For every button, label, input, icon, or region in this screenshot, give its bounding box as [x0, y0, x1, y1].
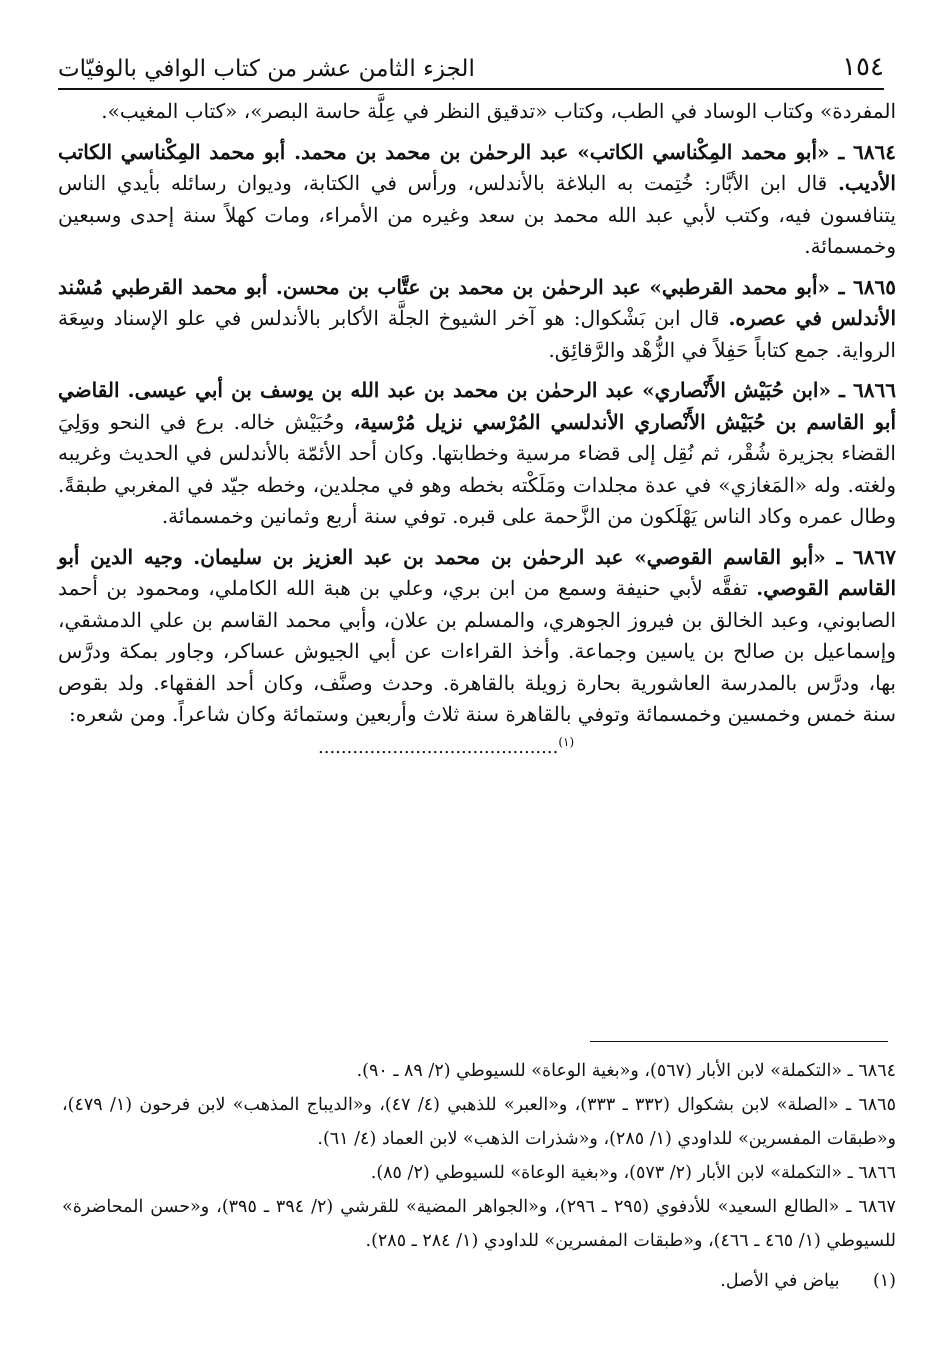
source-number: ٦٨٦٤: [858, 1061, 896, 1081]
source-note: [62, 1156, 896, 1190]
page-number: ١٥٤: [842, 52, 884, 82]
footnote-ref: (١): [558, 734, 575, 749]
entry-heading: ٦٨٦٦ ـ «ابن حُبَيْش الأَنْصاري» عبد الرحمٰن بن محمد بن عبد الله بن يوسف بن أبي عيسى. القاضي أبو القاسم بن حُبَيْش الأَنْصاري الأندلسي المُرْسي نزيل مُرْسية،: [58, 378, 897, 434]
entry-6864: [58, 137, 896, 263]
poem-placeholder: [58, 729, 896, 761]
entry-body: وحُبَيْش خاله. برع في النحو ووَلِيَ القضاء بجزيرة شُقْر، ثم نُقِل إلى قضاء مرسية وخطابتها. وكان أحد الأئمّة بالأندلس في الحديث وغريبه ولغته. وله «المَغازي» في عدة مجلدات ومَلَكْته بخطه وهو في مجلدين، وخطه جيّد في المغربي طبقةً. وطال عمره وكاد الناس يَهْلَكون من الزَّحمة على قبره. توفي سنة أربع وثمانين وخمسمائة.: [58, 409, 896, 528]
entry-6867: [58, 542, 896, 731]
entry-6865: [58, 272, 896, 367]
entry-body: قال ابن بَشْكوال: هو آخر الشيوخ الجلَّة الأكابر بالأندلس في علو الإسناد وسِعَة الرواية. جمع كتاباً حَفِلاً في الزُّهْد والرَّقائِق.: [58, 306, 896, 362]
entry-heading: ٦٨٦٥ ـ «أبو محمد القرطبي» عبد الرحمٰن بن محمد بن عتَّاب بن محسن. أبو محمد القرطبي مُسْند الأندلس في عصره.: [58, 274, 897, 330]
intro-line: المفردة» وكتاب الوساد في الطب، وكتاب «تدقيق النظر في عِلَّة حاسة البصر»، «كتاب المغيب».: [101, 99, 896, 123]
source-number: ٦٨٦٦: [858, 1163, 896, 1183]
page-header: [58, 36, 884, 90]
footnote-text: بياض في الأصل.: [720, 1271, 840, 1291]
entry-heading: ٦٨٦٤ ـ «أبو محمد المِكْناسي الكاتب» عبد الرحمٰن بن محمد بن محمد. أبو محمد المِكْناسي الكاتب الأديب.: [58, 139, 896, 195]
running-title: الجزء الثامن عشر من كتاب الوافي بالوفيّات: [58, 56, 475, 82]
entry-body: قال ابن الأبَّار: خُتِمت به البلاغة بالأندلس، ورأس في الكتابة، وديوان رسائله بأيدي الناس يتنافسون فيه، وكتب لأبي عبد الله محمد بن سعد وغيره من الأمراء، ومات كهلاً سنة إحدى وسبعين وخمسمائة.: [58, 171, 896, 258]
source-note: [62, 1190, 896, 1258]
poem-dots: ..........................................: [318, 736, 559, 758]
source-text: ـ «الصلة» لابن بشكوال (٣٣٢ ـ ٣٣٣)، و«العبر» للذهبي (٤/ ٤٧)، و«الديباج المذهب» لابن فرحون (١/ ٤٧٩)، و«طبقات المفسرين» للداودي (١/ ٢٨٥)، و«شذرات الذهب» لابن العماد (٤/ ٦١).: [62, 1095, 896, 1149]
footnote-separator: [590, 1041, 888, 1042]
source-note: [62, 1054, 896, 1088]
entry-heading: ٦٨٦٧ ـ «أبو القاسم القوصي» عبد الرحمٰن بن محمد بن عبد العزيز بن سليمان. وجيه الدين أبو القاسم القوصي.: [58, 544, 897, 600]
entry-body: تفقَّه لأبي حنيفة وسمع من ابن بري، وعلي بن هبة الله الكاملي، ومحمود بن أحمد الصابوني، وعبد الخالق بن فيروز الجوهري، والمسلم بن علان، وأبي محمد القاسم بن علي الدمشقي، وإسماعيل بن صالح بن ياسين وجماعة. وأخذ القراءات عن أبي الجيوش عساكر، وجاور بمكة ودرَّس بها، ودرَّس بالمدرسة العاشورية بحارة زويلة بالقاهرة. وحدث وصنَّف، وكان أحد الفقهاء. ولد بقوص سنة خمس وخمسين وخمسمائة وتوفي بالقاهرة سنة ثلاث وأربعين وستمائة وكان شاعراً. ومن شعره:: [58, 576, 897, 726]
source-notes: [62, 1054, 896, 1298]
source-text: ـ «الطالع السعيد» للأدفوي (٢٩٥ ـ ٢٩٦)، و«الجواهر المضية» للقرشي (٢/ ٣٩٤ ـ ٣٩٥)، و«حسن المحاضرة» للسيوطي (١/ ٤٦٥ ـ ٤٦٦)، و«طبقات المفسرين» للداودي (١/ ٢٨٤ ـ ٢٨٥).: [62, 1197, 896, 1251]
source-number: ٦٨٦٧: [858, 1197, 896, 1217]
source-text: ـ «التكملة» لابن الأبار (٢/ ٥٧٣)، و«بغية الوعاة» للسيوطي (٢/ ٨٥).: [370, 1163, 853, 1183]
source-number: ٦٨٦٥: [858, 1095, 896, 1115]
main-text: [58, 96, 896, 761]
source-note: [62, 1088, 896, 1156]
entry-6866: [58, 375, 896, 533]
source-text: ـ «التكملة» لابن الأبار (٥٦٧)، و«بغية الوعاة» للسيوطي (٢/ ٨٩ ـ ٩٠).: [356, 1061, 853, 1081]
footnote-mark: (١): [872, 1271, 896, 1291]
footnote: [62, 1264, 896, 1298]
